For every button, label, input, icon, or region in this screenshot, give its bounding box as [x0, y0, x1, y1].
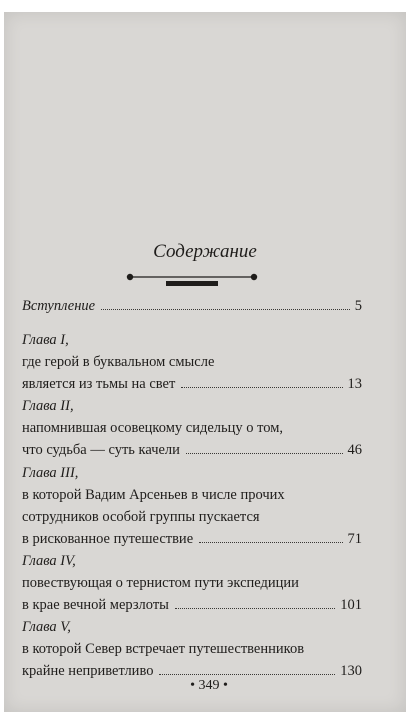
chapter-desc-line: что судьба — суть качели [22, 442, 180, 458]
page-ref: 46 [347, 442, 362, 458]
dot-leader [181, 386, 342, 388]
page-ref: 5 [354, 298, 362, 314]
page-ref: 130 [340, 663, 362, 679]
chapter-desc-line: в которой Вадим Арсеньев в числе прочих [22, 487, 285, 503]
chapter-desc-line: является из тьмы на свет [22, 376, 176, 392]
chapter-desc-line: сотрудников особой группы пускается [22, 509, 260, 525]
chapter-title: Глава V, [22, 619, 71, 635]
chapter-title: Вступление [22, 298, 96, 314]
chapter-title: Глава IV, [22, 553, 76, 569]
toc-entry-chapter-3[interactable] [22, 531, 362, 549]
chapter-desc-line: повествующая о тернистом пути экспедиции [22, 575, 299, 591]
book-page [4, 12, 406, 712]
toc-entry-chapter-4[interactable] [22, 597, 362, 615]
dot-leader [175, 607, 335, 609]
toc-entry-chapter-1[interactable] [22, 376, 362, 394]
page-ref: 13 [347, 376, 362, 392]
toc-entry-introduction[interactable] [22, 298, 362, 316]
chapter-desc-line: в крае вечной мерзлоты [22, 597, 169, 613]
dot-leader [199, 541, 342, 543]
chapter-desc-line: напомнившая осовецкому сидельцу о том, [22, 420, 284, 436]
dot-leader [159, 673, 335, 675]
chapter-title: Глава I, [22, 332, 69, 348]
toc-entry-chapter-2[interactable] [22, 442, 362, 460]
chapter-desc-line: крайне неприветливо [22, 663, 154, 679]
chapter-desc-line: в которой Север встречает путешественников [22, 641, 305, 657]
dot-leader [101, 308, 350, 310]
page-number: • 349 • [190, 678, 228, 693]
chapter-title: Глава II, [22, 398, 74, 414]
contents-heading: Содержание [153, 241, 257, 262]
chapter-desc-line: в рискованное путешествие [22, 531, 194, 547]
ornament-divider [126, 266, 258, 288]
chapter-title: Глава III, [22, 465, 79, 481]
page-ref: 71 [347, 531, 362, 547]
dot-leader [186, 452, 343, 454]
chapter-desc-line: где герой в буквальном смысле [22, 354, 215, 370]
page-ref: 101 [340, 597, 362, 613]
